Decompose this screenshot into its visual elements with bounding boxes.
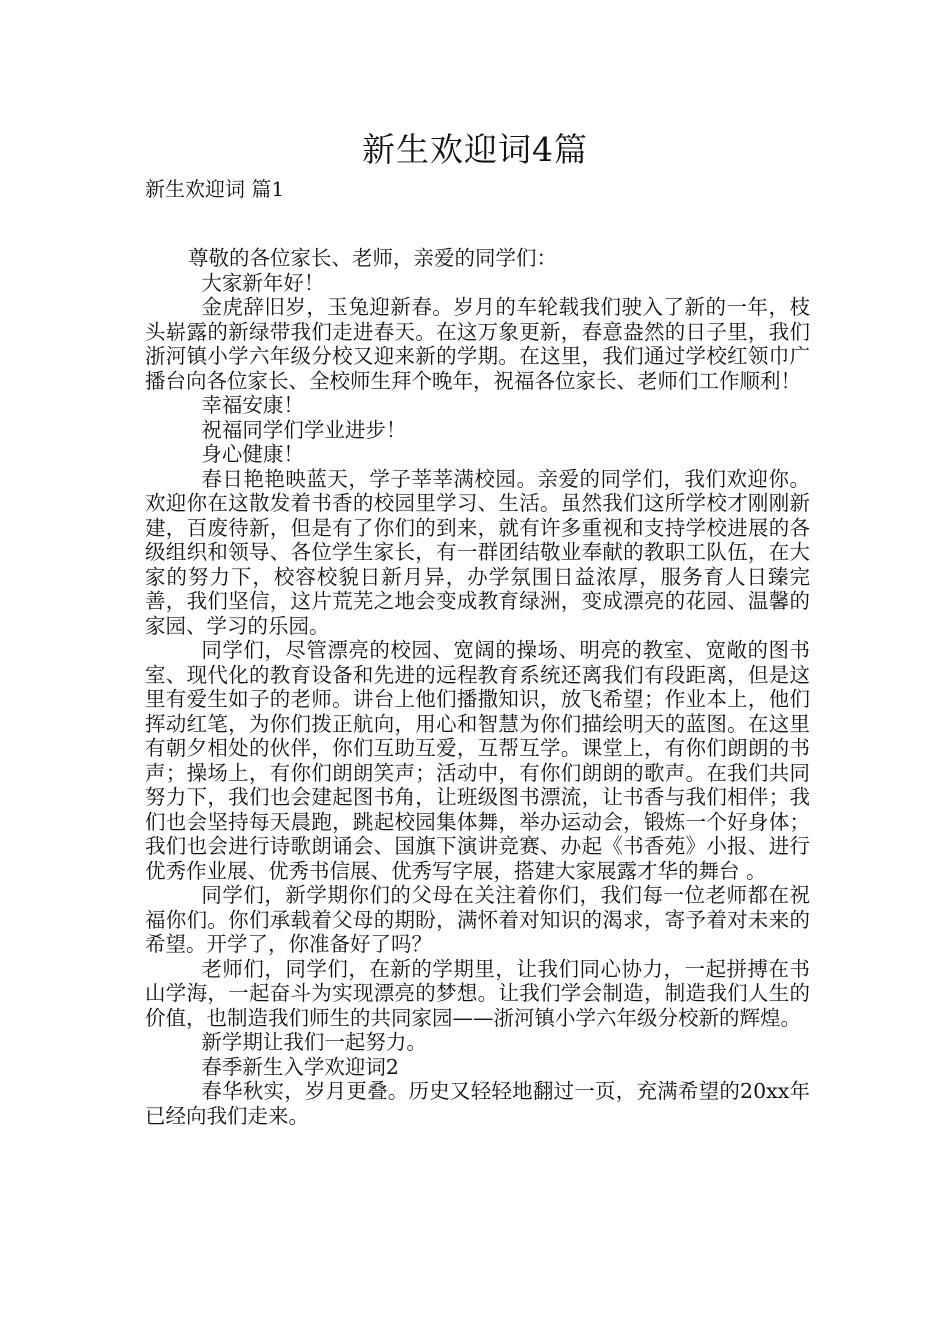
body-paragraph: 老师们，同学们，在新的学期里，让我们同心协力，一起拼搏在书山学海，一起奋斗为实现漂亮的梦想。让我们学会制造，制造我们人生的价值，也制造我们师生的共同家园——浙河镇小学六年级分校新的辉煌。 — [145, 956, 810, 1030]
closing-line: 新学期让我们一起努力。 — [201, 1030, 427, 1054]
body-paragraph: 同学们，新学期你们的父母在关注着你们，我们每一位老师都在祝福你们。你们承载着父母的期盼，满怀着对知识的渴求，寄予着对未来的希望。开学了，你准备好了吗？ — [145, 883, 810, 956]
body-paragraph: 春日艳艳映蓝天，学子莘莘满校园。亲爱的同学们，我们欢迎你。欢迎你在这散发着书香的校园里学习、生活。虽然我们这所学校才刚刚新建，百废待新，但是有了你们的到来，就有许多重视和支持学校进展的各级组织和领导、各位学生家长，有一群团结敬业奉献的教职工队伍，在大家的努力下，校容校貌日新月异，办学氛围日益浓厚，服务育人日臻完善，我们坚信，这片荒芜之地会变成教育绿洲，变成漂亮的花园、温馨的家园、学习的乐园。 — [145, 466, 810, 638]
section-heading: 新生欢迎词 篇1 — [145, 177, 285, 201]
body-paragraph: 金虎辞旧岁，玉兔迎新春。岁月的车轮载我们驶入了新的一年，枝头崭露的新绿带我们走进春天。在这万象更新，春意盎然的日子里，我们浙河镇小学六年级分校又迎来新的学期。在这里，我们通过学校红领巾广播台向各位家长、全校师生拜个晚年，祝福各位家长、老师们工作顺利！ — [145, 295, 810, 393]
greeting-paragraph: 大家新年好！ — [201, 270, 325, 295]
document-title: 新生欢迎词4篇 — [362, 130, 588, 169]
wish-line: 幸福安康！ — [201, 393, 304, 417]
wish-line: 身心健康！ — [201, 442, 304, 466]
body-paragraph: 同学们，尽管漂亮的校园、宽阔的操场、明亮的教室、宽敞的图书室、现代化的教育设备和先进的远程教育系统还离我们有段距离，但是这里有爱生如子的老师。讲台上他们播撒知识，放飞希望；作业本上，他们挥动红笔，为你们拨正航向，用心和智慧为你们描绘明天的蓝图。在这里有朝夕相处的伙伴，你们互助互爱，互帮互学。课堂上，有你们朗朗的书声；操场上，有你们朗朗笑声；活动中，有你们朗朗的歌声。在我们共同努力下，我们也会建起图书角，让班级图书漂流，让书香与我们相伴；我们也会坚持每天晨跑，跳起校园集体舞，举办运动会，锻炼一个好身体；我们也会进行诗歌朗诵会、国旗下演讲竞赛、办起《书香苑》小报、进行优秀作业展、优秀书信展、优秀写字展，搭建大家展露才华的舞台 。 — [145, 638, 810, 883]
body-paragraph: 春华秋实，岁月更叠。历史又轻轻地翻过一页，充满希望的20xx年已经向我们走来。 — [145, 1079, 810, 1128]
salutation-paragraph: 尊敬的各位家长、老师，亲爱的同学们： — [188, 246, 558, 270]
wish-line: 祝福同学们学业进步！ — [201, 417, 407, 442]
document-body — [145, 246, 810, 1128]
subsection-heading: 春季新生入学欢迎词2 — [201, 1054, 399, 1079]
